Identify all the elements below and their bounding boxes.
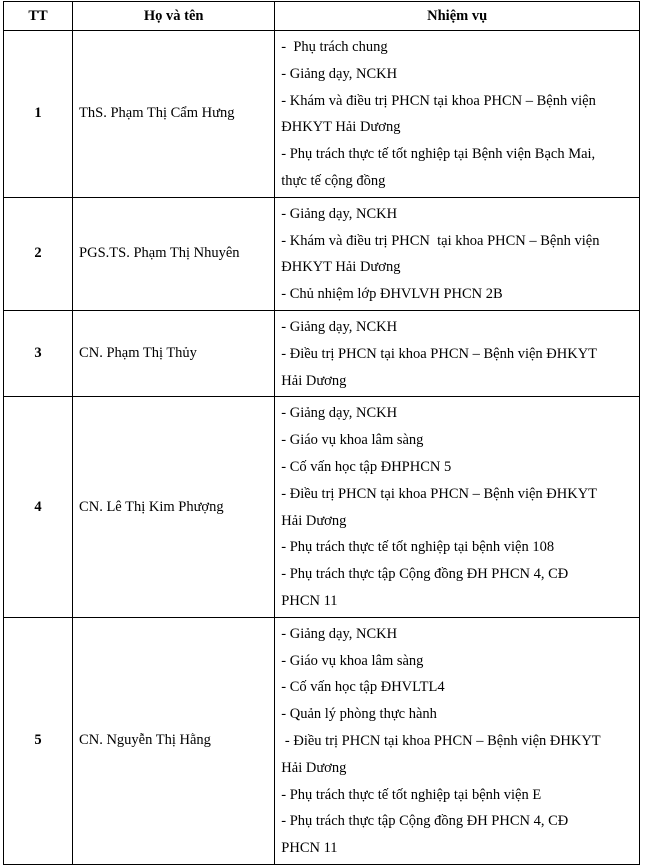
- duty-line: - Khám và điều trị PHCN tại khoa PHCN – Bệnh viện: [281, 92, 596, 109]
- duty-line: - Giảng dạy, NCKH: [281, 625, 398, 642]
- duty-line: - Giảng dạy, NCKH: [281, 405, 398, 422]
- duty-line: - Giáo vụ khoa lâm sàng: [281, 652, 424, 669]
- duty-line: - Quản lý phòng thực hành: [281, 706, 437, 723]
- duty-line: - Phụ trách thực tế tốt nghiệp tại Bệnh viện Bạch Mai,: [281, 146, 596, 163]
- duty-line: Hải Dương: [281, 512, 347, 529]
- duty-line: - Phụ trách thực tập Cộng đồng ĐH PHCN 4, CĐ: [281, 813, 569, 830]
- duty-list: [275, 397, 640, 617]
- duty-list: [275, 31, 640, 198]
- duty-line: - Chủ nhiệm lớp ĐHVLVH PHCN 2B: [281, 286, 503, 303]
- header-name: Họ và tên: [73, 2, 275, 31]
- row-number: 5: [4, 617, 73, 864]
- header-tt: TT: [4, 2, 73, 31]
- duty-list: [275, 617, 640, 864]
- duty-line: - Khám và điều trị PHCN tại khoa PHCN – Bệnh viện: [281, 232, 600, 249]
- staff-name: ThS. Phạm Thị Cẩm Hưng: [73, 31, 275, 198]
- duty-line: - Phụ trách thực tế tốt nghiệp tại bệnh viện 108: [281, 539, 555, 556]
- duty-line: - Điều trị PHCN tại khoa PHCN – Bệnh viện ĐHKYT: [281, 732, 601, 749]
- duty-line: - Giảng dạy, NCKH: [281, 205, 398, 222]
- duty-line: PHCN 11: [281, 840, 338, 857]
- table-row: [4, 310, 640, 396]
- duty-line: ĐHKYT Hải Dương: [281, 119, 401, 136]
- header-duty: Nhiệm vụ: [275, 2, 640, 31]
- staff-name: PGS.TS. Phạm Thị Nhuyên: [73, 197, 275, 310]
- duty-line: - Cố vấn học tập ĐHPHCN 5: [281, 458, 452, 475]
- table-row: [4, 197, 640, 310]
- table-row: [4, 617, 640, 864]
- table-row: [4, 397, 640, 617]
- staff-name: CN. Nguyễn Thị Hằng: [73, 617, 275, 864]
- table-header-row: [4, 2, 640, 31]
- row-number: 3: [4, 310, 73, 396]
- duty-line: - Điều trị PHCN tại khoa PHCN – Bệnh viện ĐHKYT: [281, 485, 598, 502]
- duty-line: - Phụ trách thực tế tốt nghiệp tại bệnh viện E: [281, 786, 542, 803]
- duty-list: [275, 310, 640, 396]
- duty-line: - Phụ trách thực tập Cộng đồng ĐH PHCN 4, CĐ: [281, 566, 569, 583]
- duty-line: - Điều trị PHCN tại khoa PHCN – Bệnh viện ĐHKYT: [281, 345, 598, 362]
- duty-line: Hải Dương: [281, 372, 347, 389]
- duty-line: - Cố vấn học tập ĐHVLTL4: [281, 679, 445, 696]
- staff-duty-table: [3, 1, 640, 865]
- duty-line: thực tế cộng đồng: [281, 172, 386, 189]
- staff-name: CN. Lê Thị Kim Phượng: [73, 397, 275, 617]
- duty-line: - Giáo vụ khoa lâm sàng: [281, 432, 424, 449]
- duty-line: Hải Dương: [281, 759, 347, 776]
- table-body: [4, 31, 640, 865]
- duty-line: - Giảng dạy, NCKH: [281, 318, 398, 335]
- table-row: [4, 31, 640, 198]
- duty-line: - Giảng dạy, NCKH: [281, 65, 398, 82]
- row-number: 1: [4, 31, 73, 198]
- row-number: 4: [4, 397, 73, 617]
- duty-line: PHCN 11: [281, 592, 338, 609]
- duty-line: - Phụ trách chung: [281, 39, 388, 55]
- duty-line: ĐHKYT Hải Dương: [281, 259, 401, 276]
- row-number: 2: [4, 197, 73, 310]
- duty-list: [275, 197, 640, 310]
- staff-name: CN. Phạm Thị Thủy: [73, 310, 275, 396]
